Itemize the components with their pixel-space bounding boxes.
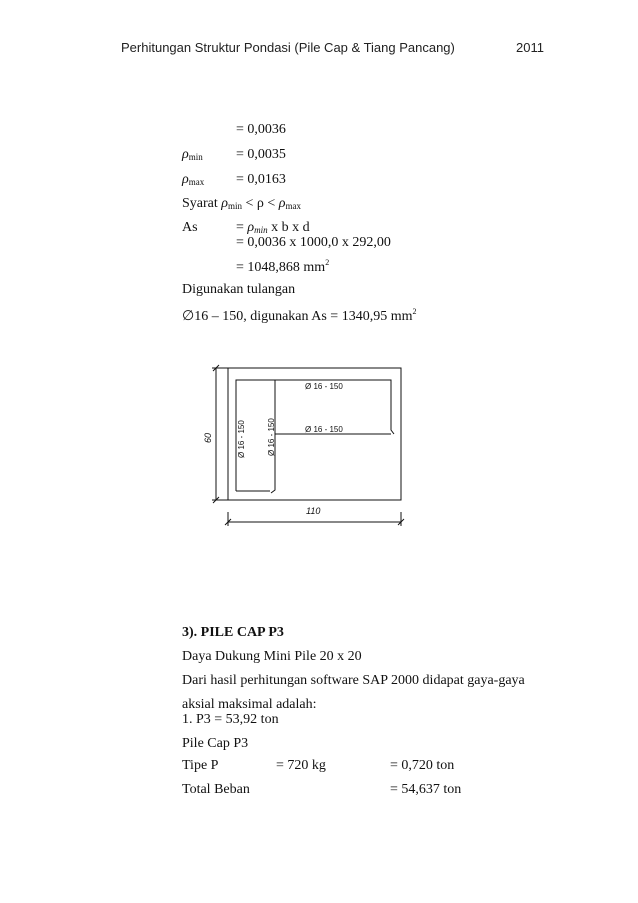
dimension-height-label: 60 [203, 432, 213, 443]
rho-min-sub: min [188, 152, 203, 162]
as-formula-min: min [254, 225, 268, 235]
tipe-label: Tipe P [182, 758, 219, 773]
as-label: As [182, 220, 198, 235]
total-result: = 54,637 ton [390, 782, 462, 797]
rho-min-value: = 0,0035 [236, 147, 286, 162]
rho-max-sub: max [188, 177, 205, 187]
label-vertical-rebar-right: Ø 16 - 150 [267, 418, 276, 456]
as-line2: = 0,0036 x 1000,0 x 292,00 [236, 235, 391, 250]
section-item-1: 1. P3 = 53,92 ton [182, 712, 279, 727]
syarat-max: max [285, 201, 302, 211]
tipe-value: = 720 kg [276, 758, 326, 773]
label-middle-rebar: Ø 16 - 150 [305, 425, 343, 434]
digunakan-tulangan: Digunakan tulangan [182, 282, 296, 297]
syarat-lt: < ρ < [242, 196, 279, 211]
section-line-2: Dari hasil perhitungan software SAP 2000 didapat gaya-gaya [182, 673, 525, 688]
tulangan-sup: 2 [412, 307, 417, 316]
section-heading: 3). PILE CAP P3 [182, 625, 284, 640]
syarat-word: Syarat [182, 196, 218, 211]
page-header-title: Perhitungan Struktur Pondasi (Pile Cap & Tiang Pancang) [121, 40, 455, 55]
rho-max-symbol: ρ [182, 172, 189, 187]
dimension-width-label: 110 [306, 506, 321, 516]
tipe-result: = 0,720 ton [390, 758, 455, 773]
as-formula-rest: x b x d [267, 220, 310, 235]
diameter-symbol: ∅ [182, 309, 195, 324]
section-line-3: aksial maksimal adalah: [182, 697, 317, 712]
label-top-rebar: Ø 16 - 150 [305, 382, 343, 391]
section-line-1: Daya Dukung Mini Pile 20 x 20 [182, 649, 362, 664]
total-label: Total Beban [182, 782, 250, 797]
tulangan-text: 16 – 150, digunakan As = 1340,95 mm [194, 309, 413, 324]
label-vertical-rebar-left: Ø 16 - 150 [237, 420, 246, 458]
rho-max-value: = 0,0163 [236, 172, 286, 187]
as-formula-rho: ρ [247, 220, 255, 235]
as-line3-text: = 1048,868 mm [236, 260, 326, 275]
pile-cap-label: Pile Cap P3 [182, 736, 249, 751]
rho-value: = 0,0036 [236, 122, 286, 137]
syarat-rho: ρ [221, 196, 228, 211]
as-line3-sup: 2 [325, 258, 330, 267]
syarat-min: min [228, 201, 243, 211]
as-formula-eq: = [236, 220, 248, 235]
page-header-year: 2011 [516, 40, 544, 55]
syarat-rho2: ρ [278, 196, 286, 211]
rho-min-symbol: ρ [182, 147, 189, 162]
